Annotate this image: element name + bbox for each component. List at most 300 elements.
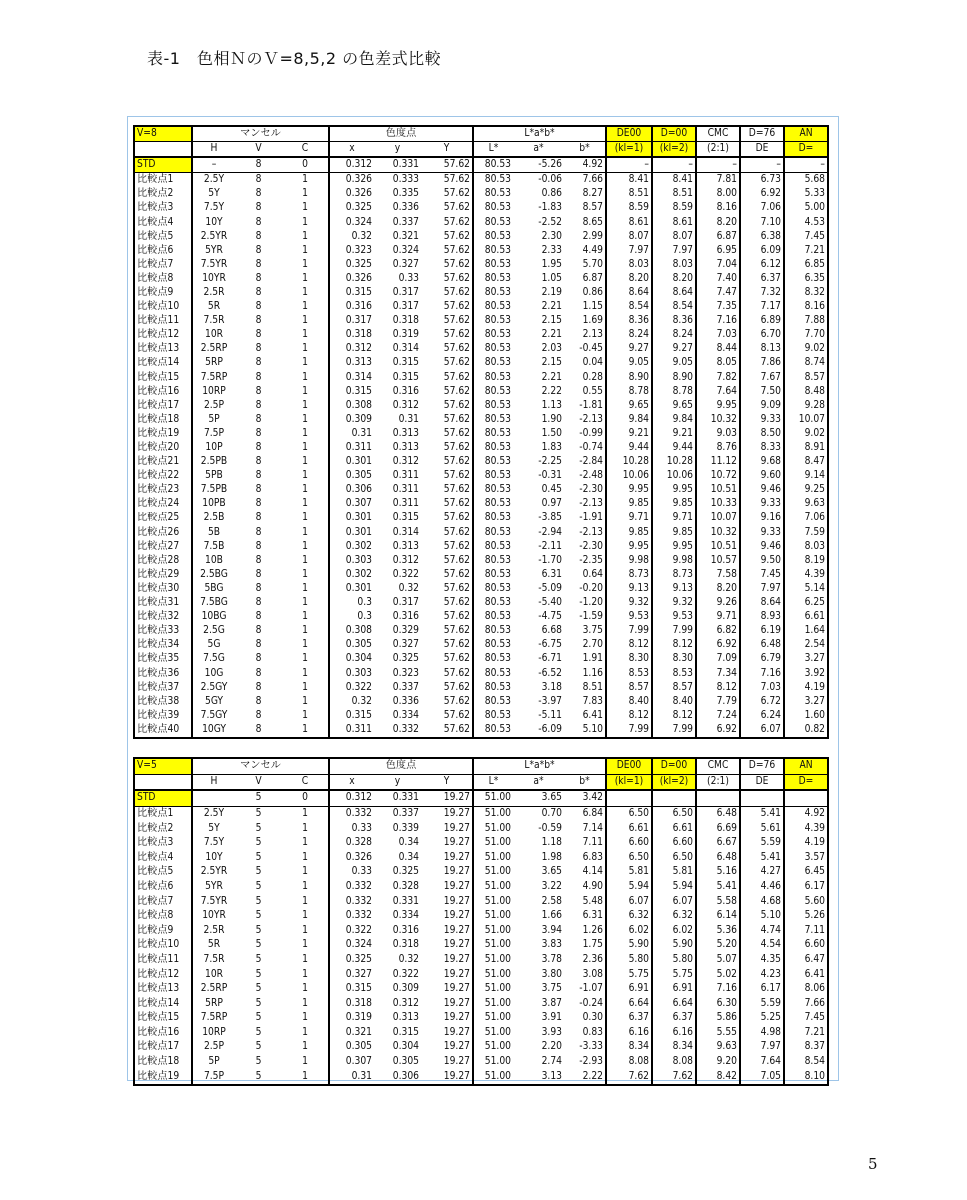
table-cell: 6.38: [740, 230, 784, 244]
table-cell: [606, 790, 652, 806]
table-cell: 7.5YR: [192, 258, 235, 272]
row-label: 比較点8: [137, 272, 174, 284]
table-cell: 8.24: [606, 328, 652, 342]
table-cell: 0.332: [329, 909, 374, 924]
table-cell: 8.64: [606, 286, 652, 300]
table-cell: 3.42: [564, 790, 606, 806]
table-row: [134, 909, 828, 924]
table-cell: 0.303: [329, 667, 374, 681]
table-cell: 6.60: [652, 836, 696, 851]
table-cell: 6.07: [740, 723, 784, 738]
row-label: 比較点33: [137, 625, 180, 637]
table-cell: 8.48: [784, 385, 828, 399]
table-cell: 6.64: [606, 997, 652, 1012]
table-row: [134, 512, 828, 526]
table-cell: 57.62: [443, 301, 470, 313]
table-cell: 5.68: [784, 173, 828, 188]
table-cell: 3.27: [784, 652, 828, 666]
table-cell: 1: [302, 866, 308, 878]
column-header: H: [192, 774, 235, 790]
table-cell: 0.86: [541, 188, 562, 200]
table-cell: 51.00: [473, 806, 513, 821]
table-cell: 8.36: [606, 314, 652, 328]
table-cell: 8: [255, 272, 262, 284]
table-cell: 57.62: [443, 568, 470, 580]
table-cell: 0.97: [541, 498, 562, 510]
table-cell: 0.312: [392, 399, 419, 411]
table-cell: 6.17: [784, 880, 828, 895]
table-cell: 5.10: [582, 723, 603, 735]
table-cell: 3.94: [541, 924, 562, 936]
table-cell: 1: [302, 484, 308, 496]
table-cell: 0.306: [329, 483, 374, 497]
table-cell: 5: [255, 939, 262, 951]
table-cell: 1: [302, 371, 308, 383]
table-cell: 7.14: [582, 822, 603, 834]
table-cell: 80.53: [473, 427, 513, 441]
table-cell: 7.5B: [192, 540, 235, 554]
column-header: L*: [473, 142, 513, 158]
table-cell: 7.99: [652, 624, 696, 638]
table-row: [134, 967, 828, 982]
table-cell: 6.32: [606, 909, 652, 924]
table-row: [134, 173, 828, 188]
table-row: [134, 695, 828, 709]
table-cell: 8: [255, 315, 262, 327]
table-cell: 10.57: [696, 554, 740, 568]
table-cell: 7.99: [652, 723, 696, 738]
table-cell: 9.02: [784, 427, 828, 441]
row-label: 比較点17: [137, 1041, 180, 1053]
row-label: 比較点26: [137, 526, 180, 538]
table-cell: 0.31: [329, 1069, 374, 1085]
table-cell: 0.321: [329, 1026, 374, 1041]
table-cell: 4.68: [740, 894, 784, 909]
column-header: C: [282, 774, 329, 790]
table-cell: 1: [302, 230, 308, 242]
table-cell: 1.15: [582, 301, 603, 313]
table-cell: 0.306: [392, 1070, 419, 1082]
table-cell: 7.5R: [192, 314, 235, 328]
row-label: 比較点35: [137, 653, 180, 665]
table-cell: 0.308: [329, 624, 374, 638]
row-label: 比較点1: [137, 174, 174, 186]
table-cell: 8.27: [582, 188, 603, 200]
table-cell: 57.62: [443, 611, 470, 623]
table-cell: 9.46: [740, 483, 784, 497]
table-cell: 10.32: [696, 526, 740, 540]
table-cell: 5.59: [740, 997, 784, 1012]
table-cell: 80.53: [473, 554, 513, 568]
table-cell: 8.07: [606, 230, 652, 244]
cmc-header: CMC: [696, 126, 740, 142]
table-cell: 8.64: [652, 286, 696, 300]
column-header: L*: [473, 774, 513, 790]
table-cell: 10.28: [652, 455, 696, 469]
table-cell: 6.72: [740, 695, 784, 709]
table-cell: -3.33: [579, 1041, 603, 1053]
column-header: (2:1): [696, 774, 740, 790]
table-cell: 51.00: [473, 924, 513, 939]
table-cell: 0.336: [392, 695, 419, 707]
table-cell: 7.79: [696, 695, 740, 709]
table-cell: 6.61: [784, 610, 828, 624]
row-label: 比較点19: [137, 427, 180, 439]
table-cell: 57.62: [443, 512, 470, 524]
table-cell: 1: [302, 399, 308, 411]
table-cell: 4.39: [784, 821, 828, 836]
table-cell: 1: [302, 1012, 308, 1024]
table-cell: 0.328: [392, 880, 419, 892]
table-cell: 3.83: [541, 939, 562, 951]
table-cell: 8.53: [606, 667, 652, 681]
table-row: [134, 568, 828, 582]
table-cell: 6.50: [652, 851, 696, 866]
table-cell: 8: [255, 371, 262, 383]
lab-header: L*a*b*: [473, 126, 606, 142]
table-cell: 3.18: [541, 681, 562, 693]
table-cell: -5.40: [538, 597, 562, 609]
table-cell: -2.13: [579, 498, 603, 510]
page-title: 表-1 色相ＮのＶ=8,5,2 の色差式比較: [147, 49, 442, 68]
table-row: [134, 652, 828, 666]
table-cell: 1: [302, 1026, 308, 1038]
table-cell: 8.65: [582, 216, 603, 228]
row-label: 比較点20: [137, 442, 180, 453]
table-cell: 5RP: [192, 357, 235, 371]
table-cell: 7.04: [696, 258, 740, 272]
row-label: 比較点25: [137, 512, 180, 524]
table-cell: 0.301: [329, 582, 374, 596]
table-cell: 9.63: [696, 1040, 740, 1055]
table-cell: 19.27: [443, 822, 470, 834]
table-cell: 1: [302, 554, 308, 566]
table-cell: 1: [302, 611, 308, 623]
table-cell: 9.85: [652, 526, 696, 540]
table-cell: 3.93: [541, 1026, 562, 1038]
table-cell: 8.64: [740, 596, 784, 610]
chroma-point-header: 色度点: [329, 126, 473, 142]
row-label: 比較点16: [137, 1026, 180, 1038]
table-cell: 0.313: [392, 1012, 419, 1024]
table-cell: –: [606, 157, 652, 173]
table-cell: 1: [302, 343, 308, 355]
row-label: 比較点17: [137, 399, 180, 411]
table-cell: -5.11: [538, 709, 562, 721]
color-difference-table-v5: [133, 757, 829, 1086]
table-cell: 7.5RP: [192, 371, 235, 385]
standard-row: [134, 790, 828, 806]
table-cell: 3.80: [541, 968, 562, 980]
table-cell: 9.33: [740, 497, 784, 511]
table-cell: 8.05: [696, 357, 740, 371]
table-cell: 0.32: [398, 582, 419, 594]
table-cell: 2.54: [784, 638, 828, 652]
table-cell: 4.98: [740, 1026, 784, 1041]
table-cell: 5: [235, 790, 282, 806]
table-cell: 4.19: [784, 836, 828, 851]
table-cell: 7.24: [696, 709, 740, 723]
table-cell: 6.79: [740, 652, 784, 666]
table-cell: 0.339: [392, 822, 419, 834]
table-cell: 10YR: [192, 272, 235, 286]
table-cell: 7.97: [740, 582, 784, 596]
table-cell: 5: [255, 866, 262, 878]
table-cell: 6.16: [652, 1026, 696, 1041]
table-cell: 8.73: [652, 568, 696, 582]
table-cell: 7.64: [740, 1055, 784, 1070]
table-cell: 0.312: [392, 456, 419, 468]
table-cell: 57.62: [443, 470, 470, 482]
table-cell: 0.332: [329, 880, 374, 895]
table-row: [134, 385, 828, 399]
row-label: 比較点14: [137, 357, 180, 369]
table-cell: 7.99: [606, 723, 652, 738]
table-cell: 2.5GY: [192, 681, 235, 695]
table-cell: 7.11: [582, 837, 603, 849]
table-cell: 2.5PB: [192, 455, 235, 469]
row-label: 比較点39: [137, 709, 180, 721]
table-cell: 6.48: [696, 806, 740, 821]
table-cell: 8.74: [784, 357, 828, 371]
table-cell: 8: [255, 301, 262, 313]
table-cell: 7.88: [784, 314, 828, 328]
table-cell: 0.33: [398, 272, 419, 284]
table-cell: -1.83: [538, 202, 562, 214]
table-cell: 0.34: [398, 851, 419, 863]
table-cell: 1.90: [541, 413, 562, 425]
table-cell: 19.27: [443, 1026, 470, 1038]
table-cell: 1: [302, 301, 308, 313]
table-cell: 6.48: [696, 851, 740, 866]
table-cell: 10RP: [192, 385, 235, 399]
table-cell: 57.62: [443, 202, 470, 214]
row-label: 比較点12: [137, 968, 180, 980]
table-cell: 5.75: [606, 967, 652, 982]
table-cell: 8.53: [652, 667, 696, 681]
table-cell: 57.62: [443, 385, 470, 397]
table-cell: 80.53: [473, 216, 513, 230]
table-cell: 1: [302, 413, 308, 425]
table-cell: 8: [255, 653, 262, 665]
table-cell: 8: [255, 258, 262, 270]
table-cell: 8: [255, 385, 262, 397]
table-cell: 0.334: [392, 709, 419, 721]
table-cell: 6.87: [696, 230, 740, 244]
table-cell: 5.02: [696, 967, 740, 982]
table-cell: 1: [302, 188, 308, 200]
table-cell: 2.36: [582, 953, 603, 965]
table-cell: 8.42: [696, 1069, 740, 1085]
table-cell: 4.54: [740, 938, 784, 953]
table-cell: 2.03: [541, 343, 562, 355]
table-cell: 5G: [192, 638, 235, 652]
table-cell: 2.5YR: [192, 230, 235, 244]
table-cell: 8.91: [784, 441, 828, 455]
table-cell: -4.75: [538, 611, 562, 623]
table-cell: 8: [255, 413, 262, 425]
table-cell: 3.65: [541, 866, 562, 878]
table-cell: 0.317: [392, 301, 419, 313]
table-cell: 5.80: [606, 953, 652, 968]
table-cell: 19.27: [443, 924, 470, 936]
table-cell: 8.33: [740, 441, 784, 455]
table-cell: 1: [302, 709, 308, 721]
table-cell: 19.27: [421, 790, 473, 806]
table-cell: 9.98: [606, 554, 652, 568]
table-cell: 5Y: [192, 821, 235, 836]
table-row: [134, 806, 828, 821]
table-cell: 7.32: [740, 286, 784, 300]
table-cell: 7.5R: [192, 953, 235, 968]
table-cell: 9.85: [606, 526, 652, 540]
table-cell: 8.54: [606, 300, 652, 314]
table-cell: 8.36: [652, 314, 696, 328]
table-cell: 3.27: [784, 695, 828, 709]
table-cell: 5.07: [696, 953, 740, 968]
table-cell: 0.311: [329, 723, 374, 738]
table-cell: 0.325: [329, 201, 374, 215]
table-cell: 6.91: [652, 982, 696, 997]
table-cell: 2.5RP: [192, 342, 235, 356]
table-cell: 8.08: [652, 1055, 696, 1070]
table-cell: 5P: [192, 413, 235, 427]
table-cell: 51.00: [473, 790, 513, 806]
table-cell: 0.332: [329, 806, 374, 821]
table-cell: 51.00: [473, 982, 513, 997]
de00-kl1-header: DE00: [606, 758, 652, 774]
table-cell: 6.02: [652, 924, 696, 939]
table-cell: 5: [255, 1056, 262, 1068]
table-cell: 1: [302, 442, 308, 453]
table-cell: 6.07: [606, 894, 652, 909]
row-label: 比較点9: [137, 286, 174, 298]
table-cell: 5.25: [740, 1011, 784, 1026]
table-cell: 57.62: [443, 244, 470, 256]
table-cell: 4.35: [740, 953, 784, 968]
table-cell: 57.62: [443, 709, 470, 721]
table-cell: 19.27: [443, 910, 470, 922]
table-cell: 80.53: [473, 469, 513, 483]
header-row-sub: [134, 774, 828, 790]
table-cell: 8.34: [606, 1040, 652, 1055]
table-cell: 7.5YR: [192, 894, 235, 909]
table-cell: 80.53: [473, 441, 513, 455]
table-cell: 1: [302, 968, 308, 980]
table-cell: 5.41: [740, 851, 784, 866]
table-cell: 6.87: [582, 272, 603, 284]
table-cell: 4.19: [784, 681, 828, 695]
row-label: 比較点3: [137, 202, 174, 214]
table-cell: 5.10: [740, 909, 784, 924]
table-cell: 57.62: [443, 371, 470, 383]
table-cell: -3.85: [538, 512, 562, 524]
table-cell: 7.06: [784, 512, 828, 526]
table-row: [134, 399, 828, 413]
table-cell: 0.334: [392, 910, 419, 922]
table-cell: 80.53: [473, 568, 513, 582]
table-cell: 3.13: [541, 1070, 562, 1082]
row-label: 比較点2: [137, 822, 174, 834]
table-cell: 6.31: [541, 568, 562, 580]
table-cell: 80.53: [473, 709, 513, 723]
munsell-header: マンセル: [192, 758, 329, 774]
table-cell: 80.53: [473, 328, 513, 342]
table-cell: 10B: [192, 554, 235, 568]
table-cell: 8: [255, 399, 262, 411]
row-label: 比較点10: [137, 301, 180, 313]
row-label: 比較点10: [137, 939, 180, 951]
table-cell: 3.75: [541, 983, 562, 995]
table-cell: 0.30: [582, 1012, 603, 1024]
table-cell: 2.5B: [192, 512, 235, 526]
table-cell: 0.313: [392, 540, 419, 552]
table-cell: 9.21: [606, 427, 652, 441]
table-row: [134, 371, 828, 385]
table-cell: 57.62: [443, 582, 470, 594]
table-cell: 0.302: [329, 568, 374, 582]
table-cell: 19.27: [443, 1056, 470, 1068]
table-cell: 6.60: [606, 836, 652, 851]
table-cell: 6.70: [740, 328, 784, 342]
table-cell: 5.61: [740, 821, 784, 836]
table-cell: 0.315: [329, 709, 374, 723]
table-cell: 1.98: [541, 851, 562, 863]
table-cell: 9.95: [606, 540, 652, 554]
table-cell: 80.53: [473, 357, 513, 371]
table-cell: 6.37: [740, 272, 784, 286]
table-cell: 1.16: [582, 667, 603, 679]
table-cell: -0.31: [538, 470, 562, 482]
table-cell: 1: [302, 953, 308, 965]
row-label: STD: [134, 790, 192, 806]
table-cell: 1: [302, 470, 308, 482]
table-cell: 9.05: [652, 357, 696, 371]
group-label: V=5: [134, 758, 192, 774]
table-cell: 0.28: [582, 371, 603, 383]
table-cell: 5.14: [784, 582, 828, 596]
table-cell: 8.20: [652, 272, 696, 286]
table-cell: 6.07: [652, 894, 696, 909]
table-cell: 7.5GY: [192, 709, 235, 723]
table-cell: 8.47: [784, 455, 828, 469]
table-cell: 0.322: [329, 681, 374, 695]
table-cell: 0.308: [329, 399, 374, 413]
table-cell: 0.319: [329, 1011, 374, 1026]
column-header: Y: [421, 774, 473, 790]
table-cell: 5.90: [606, 938, 652, 953]
table-row: [134, 216, 828, 230]
table-cell: 0.315: [392, 371, 419, 383]
table-cell: 5.48: [582, 895, 603, 907]
table-cell: 6.83: [582, 851, 603, 863]
table-cell: 0.307: [329, 1055, 374, 1070]
table-cell: 0.313: [392, 427, 419, 439]
table-row: [134, 258, 828, 272]
table-row: [134, 540, 828, 554]
table-cell: 2.15: [541, 315, 562, 327]
table-cell: 80.53: [473, 638, 513, 652]
table-cell: 5: [255, 910, 262, 922]
table-cell: 1.95: [541, 258, 562, 270]
table-cell: 0.305: [329, 1040, 374, 1055]
table-cell: 8.90: [606, 371, 652, 385]
table-cell: [652, 790, 696, 806]
table-cell: 2.5Y: [192, 173, 235, 188]
table-cell: -0.74: [579, 442, 603, 453]
lab-header: L*a*b*: [473, 758, 606, 774]
table-cell: 2.22: [541, 385, 562, 397]
